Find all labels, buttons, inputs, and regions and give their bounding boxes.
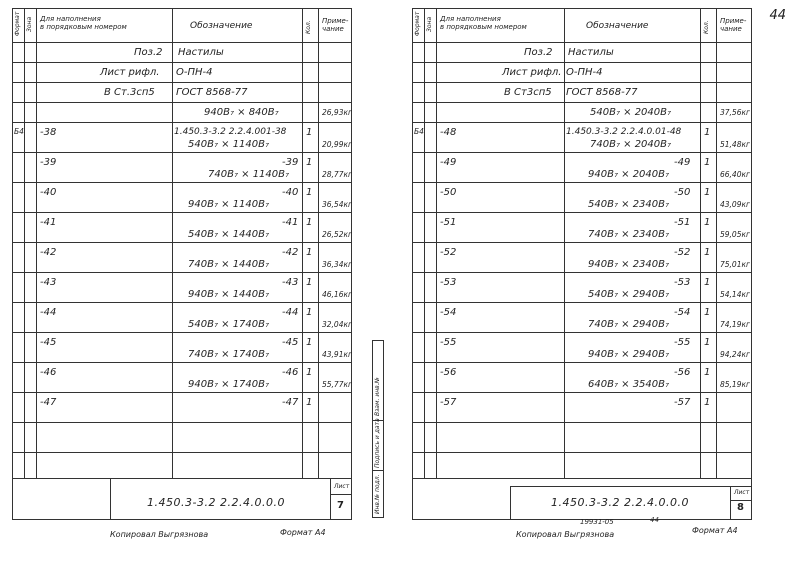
format-label: Формат А4 xyxy=(692,526,738,535)
row-designation: -55 xyxy=(674,337,691,348)
row-designation: -47 xyxy=(282,397,299,408)
sheet-label: Лист xyxy=(334,483,350,490)
row-pos: -57 xyxy=(440,397,457,408)
row-pos: -47 xyxy=(40,397,57,408)
format-marker: Б4 xyxy=(414,127,424,136)
row-note: 54,14кг xyxy=(720,290,750,299)
row-dims: 940В₇ × 2040В₇ xyxy=(588,169,670,180)
row-qty: 1 xyxy=(704,187,711,198)
row-dims: 740В₇ × 2340В₇ xyxy=(588,229,670,240)
sheet-label: Лист рифл. xyxy=(100,67,160,78)
sheet-number: 7 xyxy=(337,500,344,511)
sign-date-label: Подпись и дата xyxy=(374,418,381,468)
copied-by: Копировал Выгрязнова xyxy=(516,530,615,539)
row-qty: 1 xyxy=(306,127,313,138)
steel-label: В Ст3сп5 xyxy=(504,87,552,98)
row-note: 46,16кг xyxy=(322,290,352,299)
first-item-dims: 940В₇ × 840В₇ xyxy=(204,107,279,118)
col-designation-header: Обозначение xyxy=(586,21,649,31)
row-dims: 740В₇ × 1140В₇ xyxy=(208,169,290,180)
inv-original-label: Инв.№ подл. xyxy=(374,474,381,514)
row-pos: -44 xyxy=(40,307,57,318)
row-note: 59,05кг xyxy=(720,230,750,239)
row-pos: -53 xyxy=(440,277,457,288)
left-sheet xyxy=(12,8,372,539)
row-designation: -42 xyxy=(282,247,299,258)
row-pos: -42 xyxy=(40,247,57,258)
row-dims: 740В₇ × 2040В₇ xyxy=(590,139,672,150)
format-marker: Б4 xyxy=(14,127,24,136)
row-qty: 1 xyxy=(306,157,313,168)
row-qty: 1 xyxy=(704,217,711,228)
row-designation: -45 xyxy=(282,337,299,348)
steel-value: ГОСТ 8568-77 xyxy=(566,87,638,98)
row-designation: -52 xyxy=(674,247,691,258)
row-designation: 1.450.3-3.2 2.2.4.001-38 xyxy=(174,127,287,137)
row-pos: -38 xyxy=(40,127,57,138)
stamp-designation: 1.450.3-3.2 2.2.4.0.0.0 xyxy=(551,496,689,509)
row-pos: -46 xyxy=(40,367,57,378)
pos-name: Настилы xyxy=(178,47,224,58)
row-qty: 1 xyxy=(704,127,711,138)
sheet-value: О-ПН-4 xyxy=(566,67,603,78)
row-qty: 1 xyxy=(704,337,711,348)
row-designation: -54 xyxy=(674,307,691,318)
copied-by: Копировал Выгрязнова xyxy=(110,530,209,539)
pos-label: Поз.2 xyxy=(134,47,163,58)
row-designation: -50 xyxy=(674,187,691,198)
row-pos: -55 xyxy=(440,337,457,348)
pos-name: Настилы xyxy=(568,47,614,58)
row-designation: -51 xyxy=(674,217,691,228)
row-dims: 940В₇ × 1140В₇ xyxy=(188,199,270,210)
row-designation: -40 xyxy=(282,187,299,198)
row-dims: 740В₇ × 1440В₇ xyxy=(188,259,270,270)
col-qty-header: Кол. xyxy=(703,20,710,34)
row-pos: -56 xyxy=(440,367,457,378)
row-dims: 540В₇ × 1140В₇ xyxy=(188,139,270,150)
first-item-note: 26,93кг xyxy=(322,108,352,117)
row-designation: 1.450.3-3.2 2.2.4.0.01-48 xyxy=(566,127,682,137)
row-qty: 1 xyxy=(704,367,711,378)
row-qty: 1 xyxy=(704,397,711,408)
order-number: 19931-05 xyxy=(580,518,614,526)
sheet-label: Лист xyxy=(734,489,750,496)
row-designation: -57 xyxy=(674,397,691,408)
row-qty: 1 xyxy=(306,367,313,378)
row-dims: 940В₇ × 1740В₇ xyxy=(188,379,270,390)
steel-value: ГОСТ 8568-77 xyxy=(176,87,248,98)
row-dims: 940В₇ × 2940В₇ xyxy=(588,349,670,360)
sheet-label: Лист рифл. xyxy=(502,67,562,78)
row-dims: 540В₇ × 2940В₇ xyxy=(588,289,670,300)
order-extra: 44 xyxy=(650,516,659,524)
row-note: 75,01кг xyxy=(720,260,750,269)
row-qty: 1 xyxy=(704,307,711,318)
row-note: 36,34кг xyxy=(322,260,352,269)
row-pos: -49 xyxy=(440,157,457,168)
col-fill-header: Для наполнения в порядковым номером xyxy=(440,15,527,31)
col-note-header: Приме- чание xyxy=(720,17,747,33)
row-dims: 940В₇ × 1440В₇ xyxy=(188,289,270,300)
row-qty: 1 xyxy=(704,157,711,168)
col-zone-header: Зона xyxy=(426,16,433,32)
row-qty: 1 xyxy=(306,217,313,228)
row-designation: -56 xyxy=(674,367,691,378)
row-pos: -41 xyxy=(40,217,57,228)
right-sheet xyxy=(412,8,772,539)
col-designation-header: Обозначение xyxy=(190,21,253,31)
row-note: 20,99кг xyxy=(322,140,352,149)
row-dims: 740В₇ × 1740В₇ xyxy=(188,349,270,360)
row-note: 43,09кг xyxy=(720,200,750,209)
stamp-designation: 1.450.3-3.2 2.2.4.0.0.0 xyxy=(147,496,285,509)
format-label: Формат А4 xyxy=(280,528,326,537)
row-pos: -52 xyxy=(440,247,457,258)
row-qty: 1 xyxy=(306,337,313,348)
row-pos: -54 xyxy=(440,307,457,318)
row-pos: -51 xyxy=(440,217,457,228)
row-designation: -43 xyxy=(282,277,299,288)
row-designation: -49 xyxy=(674,157,691,168)
col-format-header: Формат xyxy=(14,11,21,36)
row-note: 36,54кг xyxy=(322,200,352,209)
row-qty: 1 xyxy=(306,397,313,408)
row-note: 66,40кг xyxy=(720,170,750,179)
row-note: 94,24кг xyxy=(720,350,750,359)
row-note: 43,91кг xyxy=(322,350,352,359)
row-qty: 1 xyxy=(306,277,313,288)
row-designation: -53 xyxy=(674,277,691,288)
col-qty-header: Кол. xyxy=(305,20,312,34)
col-fill-header: Для наполнения в порядковым номером xyxy=(40,15,127,31)
row-note: 85,19кг xyxy=(720,380,750,389)
row-qty: 1 xyxy=(704,277,711,288)
page-number: 44 xyxy=(769,8,786,23)
row-designation: -46 xyxy=(282,367,299,378)
row-note: 28,77кг xyxy=(322,170,352,179)
row-note: 55,77кг xyxy=(322,380,352,389)
row-dims: 540В₇ × 2340В₇ xyxy=(588,199,670,210)
row-pos: -50 xyxy=(440,187,457,198)
row-pos: -45 xyxy=(40,337,57,348)
row-pos: -48 xyxy=(440,127,457,138)
row-qty: 1 xyxy=(306,247,313,258)
sheet-number: 8 xyxy=(737,502,744,513)
col-note-header: Приме- чание xyxy=(322,17,349,33)
row-note: 51,48кг xyxy=(720,140,750,149)
first-item-dims: 540В₇ × 2040В₇ xyxy=(590,107,672,118)
row-dims: 540В₇ × 1740В₇ xyxy=(188,319,270,330)
row-qty: 1 xyxy=(704,247,711,258)
row-note: 32,04кг xyxy=(322,320,352,329)
col-format-header: Формат xyxy=(414,11,421,36)
pos-label: Поз.2 xyxy=(524,47,553,58)
row-pos: -43 xyxy=(40,277,57,288)
row-pos: -39 xyxy=(40,157,57,168)
row-dims: 940В₇ × 2340В₇ xyxy=(588,259,670,270)
row-note: 26,52кг xyxy=(322,230,352,239)
row-designation: -44 xyxy=(282,307,299,318)
row-pos: -40 xyxy=(40,187,57,198)
sheet-value: О-ПН-4 xyxy=(176,67,213,78)
row-designation: -41 xyxy=(282,217,299,228)
row-dims: 640В₇ × 3540В₇ xyxy=(588,379,670,390)
steel-label: В Ст.3сп5 xyxy=(104,87,155,98)
replace-inv-label: Взам. инв.№ xyxy=(374,377,381,416)
row-dims: 540В₇ × 1440В₇ xyxy=(188,229,270,240)
col-zone-header: Зона xyxy=(26,16,33,32)
row-note: 74,19кг xyxy=(720,320,750,329)
row-qty: 1 xyxy=(306,187,313,198)
row-designation: -39 xyxy=(282,157,299,168)
row-dims: 740В₇ × 2940В₇ xyxy=(588,319,670,330)
first-item-note: 37,56кг xyxy=(720,108,750,117)
row-qty: 1 xyxy=(306,307,313,318)
